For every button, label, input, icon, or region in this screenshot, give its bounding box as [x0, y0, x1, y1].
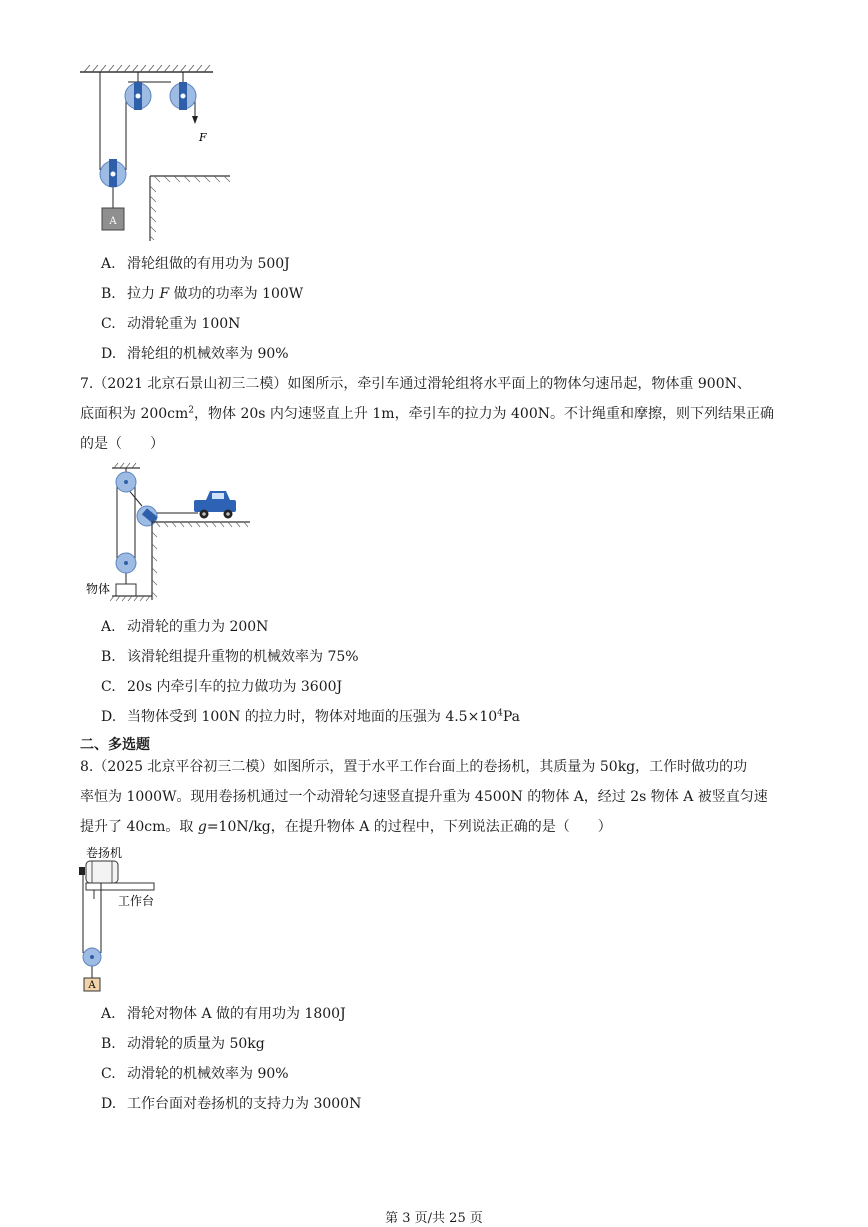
- q7-corner-pulley: [137, 506, 158, 526]
- q6-option-a[interactable]: A. 滑轮组做的有用功为 500J: [101, 256, 290, 272]
- fixed-pulley-left: [125, 82, 151, 110]
- q8-option-c[interactable]: C. 动滑轮的机械效率为 90%: [101, 1066, 289, 1082]
- q8-movable-pulley: [83, 948, 101, 966]
- q8-option-a[interactable]: A. 滑轮对物体 A 做的有用功为 1800J: [101, 1006, 346, 1022]
- movable-pulley: [100, 159, 126, 187]
- q8-table-label: 工作台: [118, 894, 155, 908]
- q6-option-d[interactable]: D. 滑轮组的机械效率为 90%: [101, 346, 289, 362]
- q7-object-box: [116, 584, 136, 596]
- q6-option-b[interactable]: B. 拉力 F 做功的功率为 100W: [101, 286, 304, 302]
- q7-movable-pulley: [116, 553, 136, 573]
- q8-stem-line3: 提升了 40cm。取 g=10N/kg，在提升物体 A 的过程中，下列说法正确的是（ ）: [80, 819, 612, 835]
- q8-option-b[interactable]: B. 动滑轮的质量为 50kg: [101, 1036, 265, 1052]
- q7-stem-line3: 的是（ ）: [80, 436, 164, 452]
- q7-stem-line1: 7.（2021 北京石景山初三二模）如图所示，牵引车通过滑轮组将水平面上的物体匀速吊起，物体重 900N、: [80, 376, 751, 392]
- block-a-label: A: [109, 216, 117, 227]
- q7-option-c[interactable]: C. 20s 内牵引车的拉力做功为 3600J: [101, 679, 343, 695]
- q7-option-d[interactable]: D. 当物体受到 100N 的拉力时，物体对地面的压强为 $4.5\times 10^4Pa$: [101, 708, 521, 725]
- q7-option-b[interactable]: B. 该滑轮组提升重物的机械效率为 75%: [101, 649, 359, 665]
- q7-object-label: 物体: [86, 582, 111, 596]
- q8-winch: [79, 861, 118, 883]
- section-title-multiple-choice: 二、多选题: [80, 737, 150, 753]
- q7-option-a[interactable]: A. 动滑轮的重力为 200N: [101, 619, 269, 635]
- q6-pulley-figure: [78, 64, 238, 244]
- q6-option-c[interactable]: C. 动滑轮重为 100N: [101, 316, 241, 332]
- q8-block-a-label: A: [88, 980, 96, 991]
- q7-stem-line2: 底面积为 $200cm^2$，物体 20s 内匀速竖直上升 1m，牵引车的拉力为 400N。不计绳重和摩擦，则下列结果正确: [80, 405, 774, 422]
- q8-winch-figure: [74, 843, 170, 995]
- q8-option-d[interactable]: D. 工作台面对卷扬机的支持力为 3000N: [101, 1096, 362, 1112]
- q8-stem-line1: 8.（2025 北京平谷初三二模）如图所示，置于水平工作台面上的卷扬机，其质量为 50kg，工作时做功的功: [80, 759, 748, 775]
- q8-winch-label: 卷扬机: [86, 846, 123, 860]
- page-number-footer: 第 3 页/共 25 页: [385, 1211, 483, 1226]
- q7-truck: [194, 491, 236, 519]
- q8-stem-line2: 率恒为 1000W。现用卷扬机通过一个动滑轮匀速竖直提升重为 4500N 的物体 A，经过 2s 物体 A 被竖直匀速: [80, 789, 768, 805]
- fixed-pulley-right: [170, 82, 196, 110]
- q7-fixed-pulley: [116, 472, 136, 492]
- force-label-f: F: [199, 131, 207, 144]
- q7-truck-pulley-figure: [84, 460, 256, 606]
